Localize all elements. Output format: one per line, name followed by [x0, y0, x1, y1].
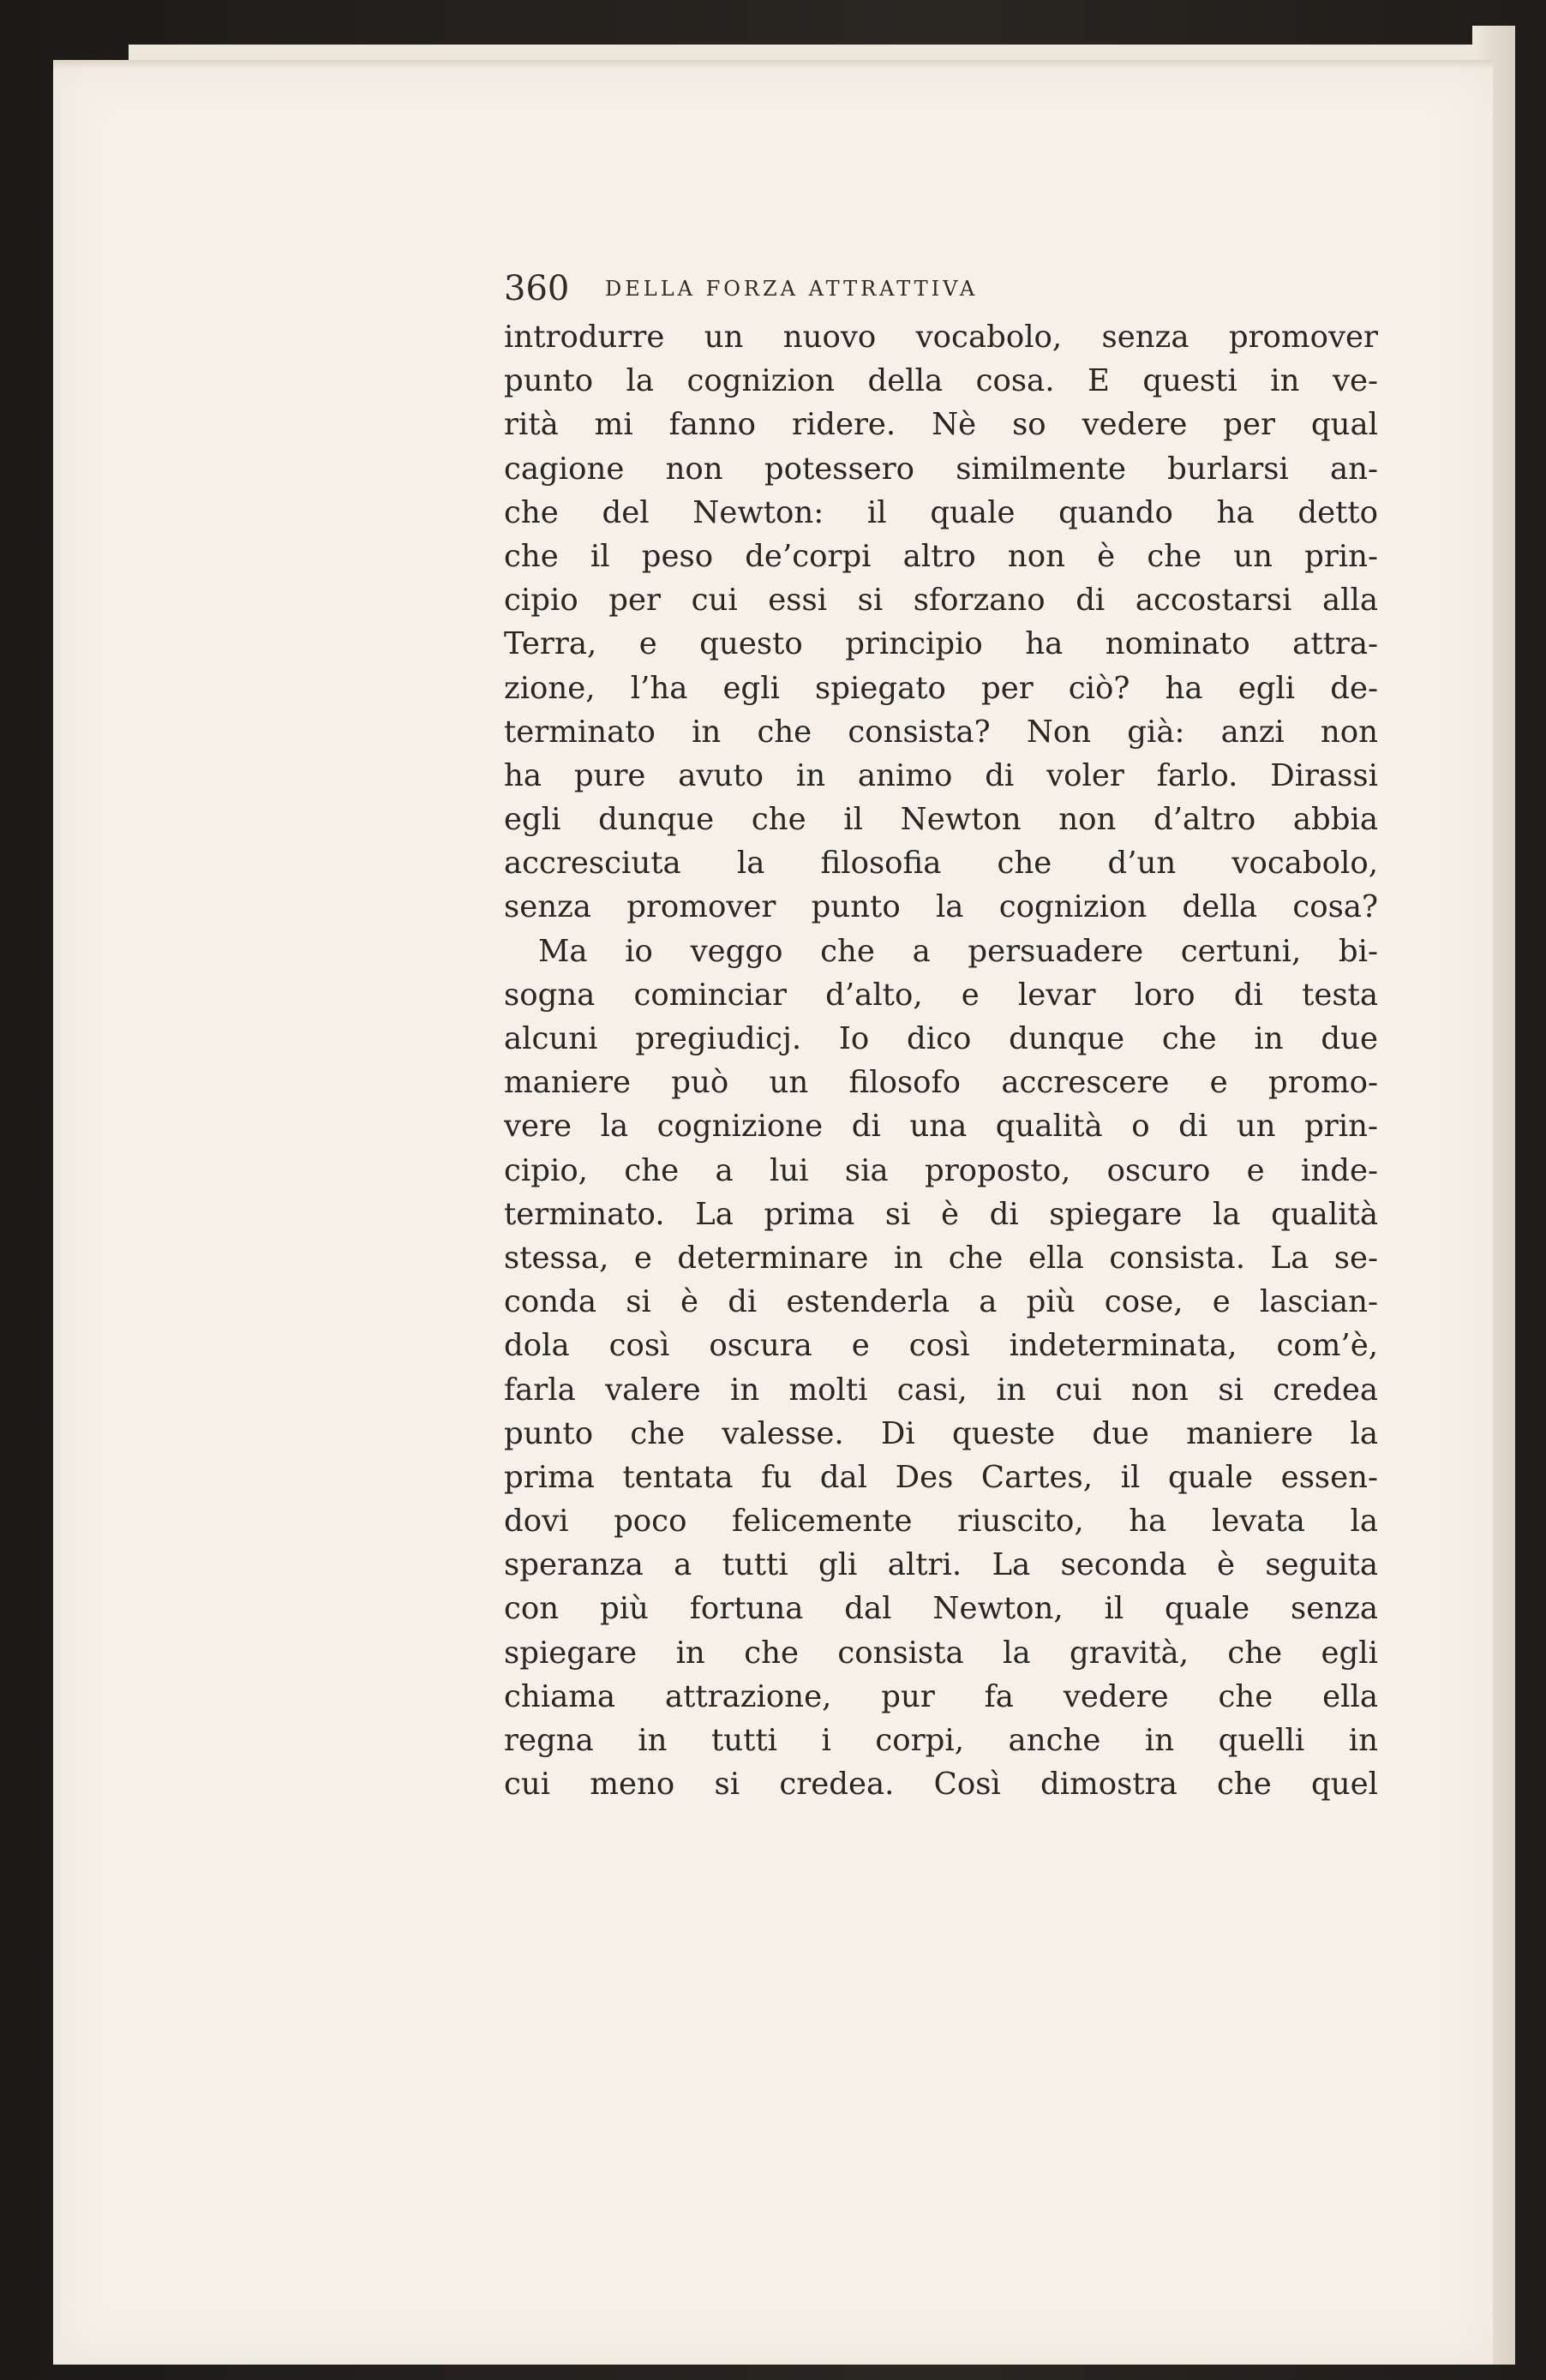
running-head	[504, 264, 1378, 314]
text-line: speranza a tutti gli altri. La seconda è seguita	[504, 1547, 1378, 1583]
text-line: vere la cognizione di una qualità o di un prin-	[504, 1109, 1378, 1145]
text-line: cipio, che a lui sia proposto, oscuro e inde-	[504, 1152, 1378, 1188]
text-line: cui meno si credea. Così dimostra che quel	[504, 1767, 1378, 1803]
text-line: rità mi fanno ridere. Nè so vedere per qual	[504, 407, 1378, 443]
text-line: cagione non potessero similmente burlarsi an-	[504, 451, 1378, 487]
text-line: cipio per cui essi si sforzano di accostarsi alla	[504, 583, 1378, 619]
text-line: prima tentata fu dal Des Cartes, il quale essen-	[504, 1459, 1378, 1495]
text-line: introdurre un nuovo vocabolo, senza promover	[504, 320, 1378, 355]
page-number: 360	[504, 269, 570, 308]
text-line: spiegare in che consista la gravità, che egli	[504, 1635, 1378, 1671]
text-line: punto che valesse. Di queste due maniere la	[504, 1415, 1378, 1451]
text-line: chiama attrazione, pur fa vedere che ella	[504, 1678, 1378, 1714]
text-line: terminato. La prima si è di spiegare la qualità	[504, 1196, 1378, 1232]
text-line: punto la cognizion della cosa. E questi in ve-	[504, 363, 1378, 399]
text-line: conda si è di estenderla a più cose, e lascian-	[504, 1284, 1378, 1320]
text-line: farla valere in molti casi, in cui non si credea	[504, 1372, 1378, 1408]
text-line: che il peso de’corpi altro non è che un prin-	[504, 538, 1378, 574]
text-line: che del Newton: il quale quando ha detto	[504, 494, 1378, 530]
text-line: maniere può un filosofo accrescere e promo-	[504, 1065, 1378, 1101]
text-line: ha pure avuto in animo di voler farlo. Dirassi	[504, 757, 1378, 793]
text-line: alcuni pregiudicj. Io dico dunque che in due	[504, 1021, 1378, 1056]
text-line: dola così oscura e così indeterminata, com’è,	[504, 1328, 1378, 1364]
text-line: sogna cominciar d’alto, e levar loro di testa	[504, 977, 1378, 1013]
text-line: egli dunque che il Newton non d’altro abbia	[504, 802, 1378, 838]
body-text	[504, 315, 1378, 1806]
text-line: dovi poco felicemente riuscito, ha levata la	[504, 1504, 1378, 1540]
text-block	[504, 264, 1378, 1806]
text-line: Terra, e questo principio ha nominato attra-	[504, 626, 1378, 662]
text-line: accresciuta la filosofia che d’un vocabolo,	[504, 846, 1378, 882]
text-line: senza promover punto la cognizion della cosa?	[504, 889, 1378, 925]
text-line: terminato in che consista? Non già: anzi non	[504, 714, 1378, 750]
running-title: DELLA FORZA ATTRATTIVA	[605, 277, 979, 301]
text-line: zione, l’ha egli spiegato per ciò? ha egli de-	[504, 670, 1378, 706]
paragraph-start-line: Ma io veggo che a persuadere certuni, bi-	[538, 933, 1378, 969]
text-line: con più fortuna dal Newton, il quale senza	[504, 1591, 1378, 1627]
text-line: regna in tutti i corpi, anche in quelli in	[504, 1723, 1378, 1758]
text-line: stessa, e determinare in che ella consista. La se-	[504, 1240, 1378, 1276]
